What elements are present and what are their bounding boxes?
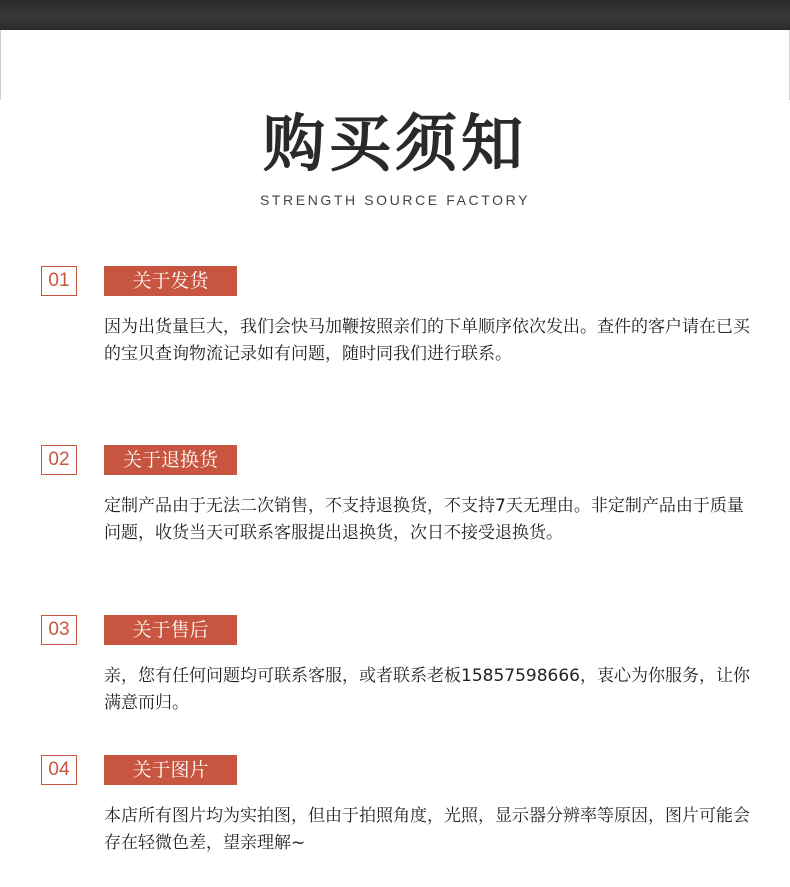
section-number-badge: 02 (41, 445, 77, 475)
section-number-badge: 04 (41, 755, 77, 785)
top-banner (0, 0, 790, 30)
section-heading: 关于售后 (104, 615, 237, 645)
section-body: 本店所有图片均为实拍图，但由于拍照角度，光照，显示器分辨率等原因，图片可能会存在轻微色差，望亲理解~ (104, 806, 750, 853)
section-body: 定制产品由于无法二次销售，不支持退换货，不支持7天无理由。非定制产品由于质量问题，收货当天可联系客服提出退换货，次日不接受退换货。 (104, 496, 744, 543)
page-title: 购买须知 (262, 107, 527, 180)
section-heading: 关于图片 (104, 755, 237, 785)
section-body: 因为出货量巨大，我们会快马加鞭按照亲们的下单顺序依次发出。查件的客户请在已买的宝贝查询物流记录如有问题，随时同我们进行联系。 (104, 317, 750, 364)
page-subtitle: STRENGTH SOURCE FACTORY (259, 192, 531, 208)
section-body: 亲，您有任何问题均可联系客服，或者联系老板15857598666，衷心为你服务，让你满意而归。 (104, 666, 750, 713)
section-heading: 关于发货 (104, 266, 237, 296)
frame-line-left (0, 30, 1, 100)
section-number-badge: 03 (41, 615, 77, 645)
section-heading: 关于退换货 (104, 445, 237, 475)
section-number-badge: 01 (41, 266, 77, 296)
